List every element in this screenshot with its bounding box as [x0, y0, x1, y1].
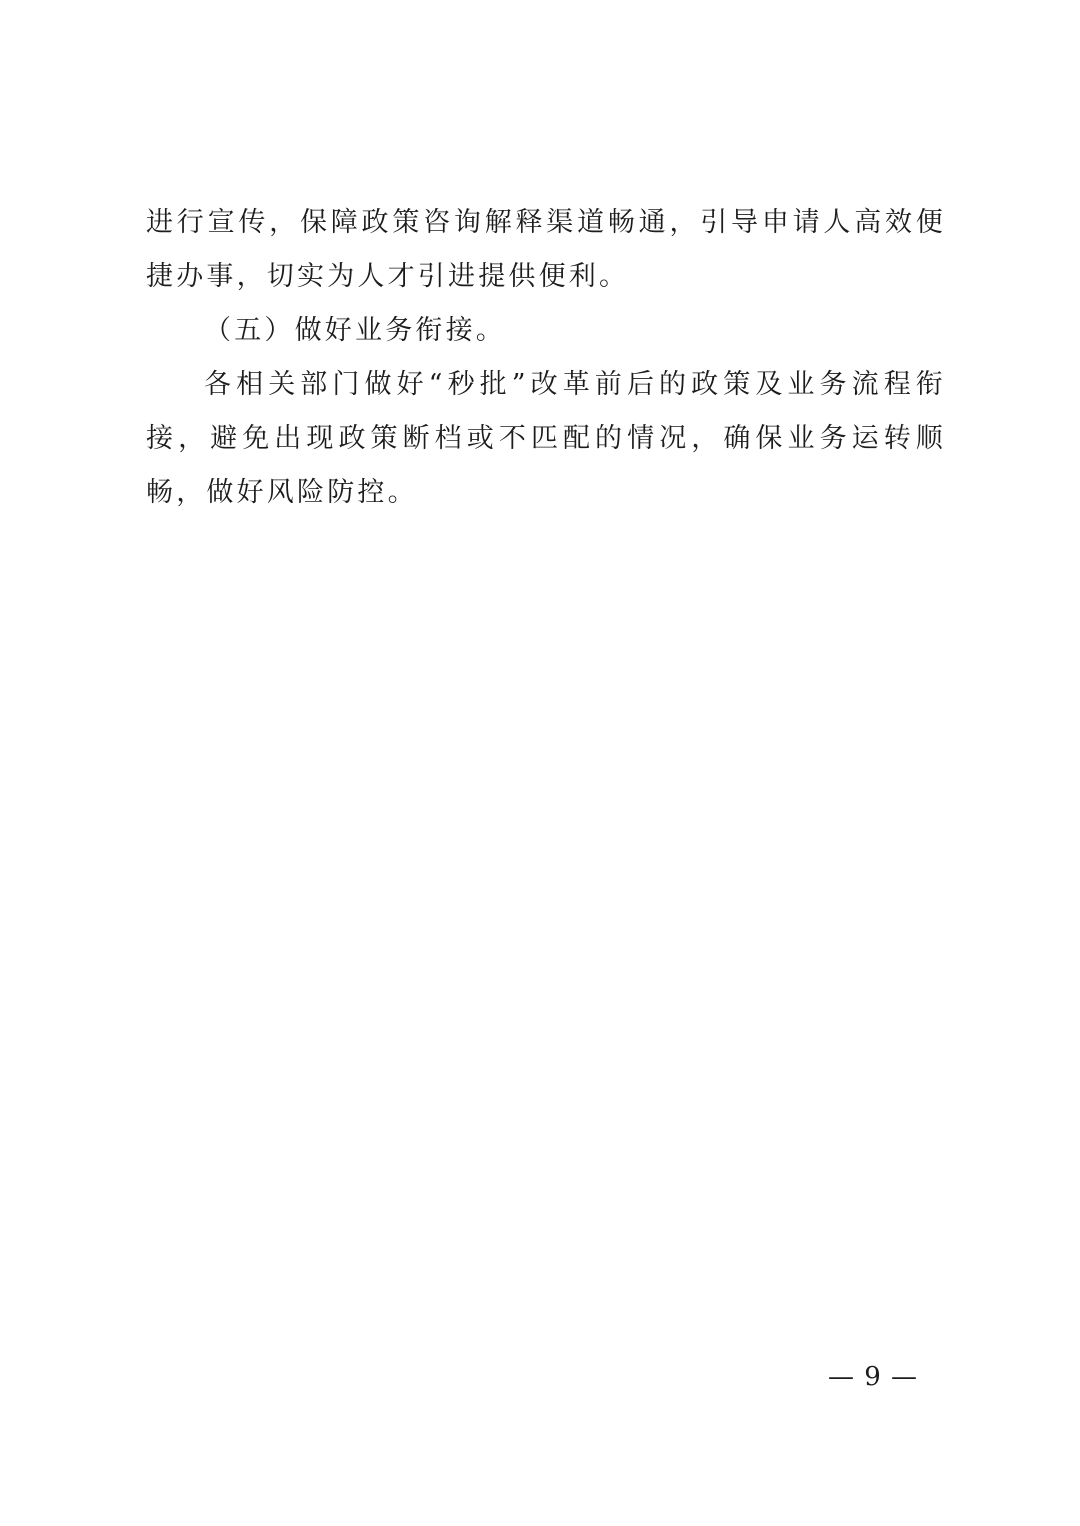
document-body: [146, 196, 946, 520]
paragraph-body: 各相关部门做好“秒批”改革前后的政策及业务流程衔接，避免出现政策断档或不匹配的情况，确保业务运转顺畅，做好风险防控。: [146, 369, 946, 508]
page-number: — 9 —: [827, 1362, 919, 1392]
section-heading: （五）做好业务衔接。: [204, 315, 506, 346]
paragraph-continuation: 进行宣传，保障政策咨询解释渠道畅通，引导申请人高效便捷办事，切实为人才引进提供便利。: [146, 207, 946, 292]
